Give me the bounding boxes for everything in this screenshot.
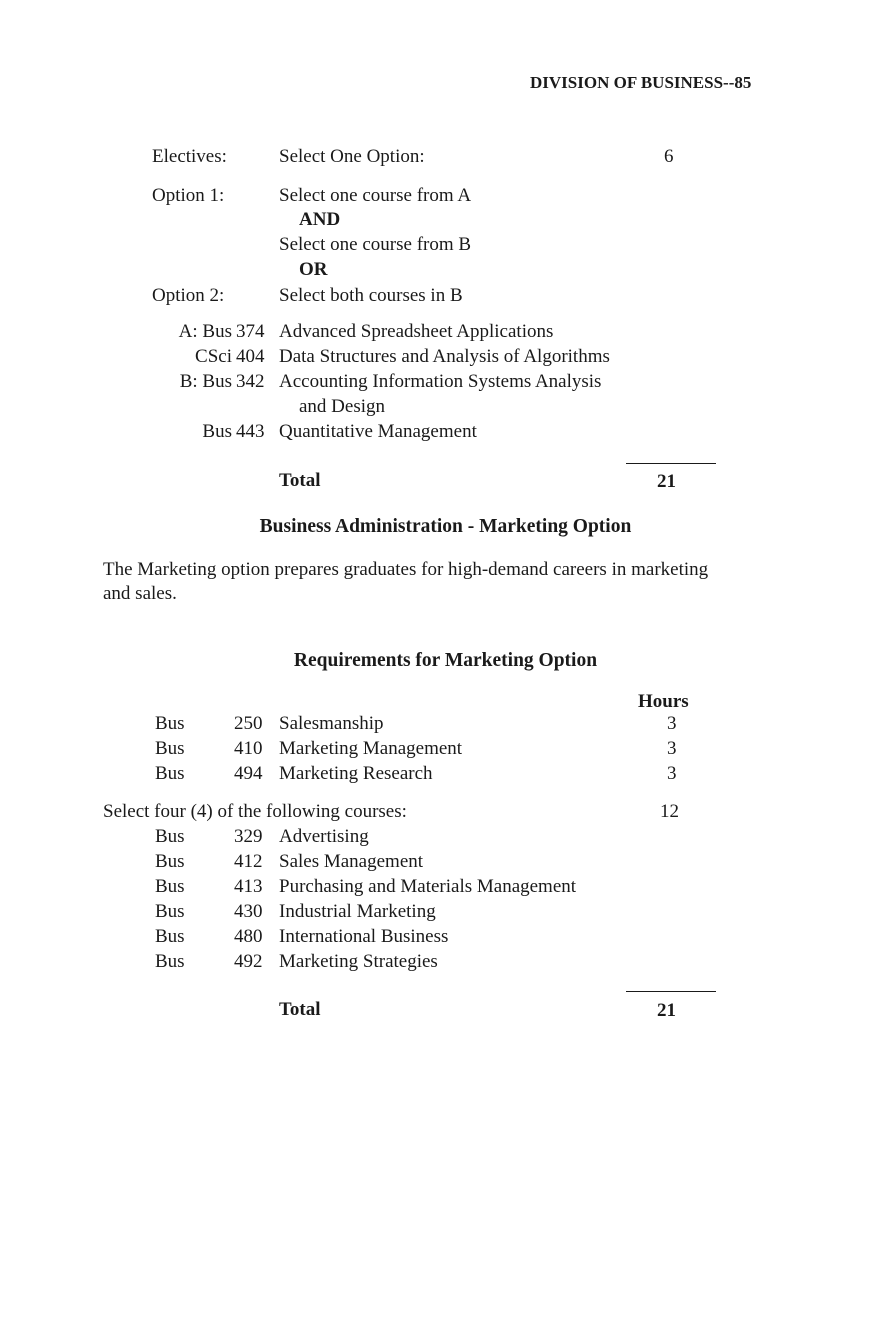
description-line1: The Marketing option prepares graduates for high-demand careers in marketing (103, 559, 709, 580)
option1-line1: Select one course from A (279, 185, 472, 206)
option1-or: OR (299, 259, 328, 280)
electives-label: Electives: (152, 146, 227, 167)
course-number: 412 (234, 851, 263, 872)
course-title: Purchasing and Materials Management (279, 876, 577, 897)
course-number: 492 (234, 951, 263, 972)
total-label: Total (279, 999, 321, 1020)
course-title: Marketing Strategies (279, 951, 438, 972)
course-title-continued: and Design (299, 396, 386, 417)
course-prefix: B: Bus (179, 371, 232, 392)
course-title: Data Structures and Analysis of Algorithms (279, 346, 610, 367)
course-prefix: Bus (155, 926, 185, 947)
course-prefix: Bus (155, 851, 185, 872)
course-prefix: A: Bus (178, 321, 232, 342)
course-prefix: Bus (155, 951, 185, 972)
running-head: DIVISION OF BUSINESS--85 (530, 73, 752, 92)
course-title: International Business (279, 926, 449, 947)
course-number: 374 (236, 321, 265, 342)
course-number: 480 (234, 926, 263, 947)
course-number: 329 (234, 826, 263, 847)
select-hours: 12 (660, 801, 679, 822)
description-line2: and sales. (103, 583, 177, 604)
course-title: Industrial Marketing (279, 901, 436, 922)
hours-header: Hours (638, 691, 689, 712)
total-rule (626, 463, 716, 464)
electives-hours: 6 (664, 146, 674, 167)
course-prefix: Bus (155, 876, 185, 897)
option1-and: AND (299, 209, 341, 230)
course-number: 410 (234, 738, 263, 759)
requirements-heading: Requirements for Marketing Option (293, 650, 598, 671)
course-number: 342 (236, 371, 265, 392)
course-prefix: Bus (155, 826, 185, 847)
course-prefix: Bus (202, 421, 232, 442)
course-title: Quantitative Management (279, 421, 477, 442)
course-number: 413 (234, 876, 263, 897)
course-number: 443 (236, 421, 265, 442)
option2-label: Option 2: (152, 285, 225, 306)
course-number: 404 (236, 346, 265, 367)
electives-instruction: Select One Option: (279, 146, 425, 167)
course-title: Accounting Information Systems Analysis (279, 371, 602, 392)
course-prefix: Bus (155, 713, 185, 734)
total-rule (626, 991, 716, 992)
course-number: 250 (234, 713, 263, 734)
total-value: 21 (657, 1000, 676, 1021)
course-title: Marketing Research (279, 763, 433, 784)
course-hours: 3 (667, 763, 677, 784)
course-title: Advanced Spreadsheet Applications (279, 321, 554, 342)
course-title: Advertising (279, 826, 369, 847)
option1-line2: Select one course from B (279, 234, 472, 255)
select-instruction: Select four (4) of the following courses: (103, 801, 407, 822)
total-label: Total (279, 470, 321, 491)
course-hours: 3 (667, 738, 677, 759)
course-prefix: Bus (155, 738, 185, 759)
course-title: Marketing Management (279, 738, 463, 759)
option1-label: Option 1: (152, 185, 225, 206)
course-prefix: CSci (195, 346, 232, 367)
total-value: 21 (657, 471, 676, 492)
course-number: 494 (234, 763, 263, 784)
course-title: Salesmanship (279, 713, 384, 734)
section-heading: Business Administration - Marketing Option (259, 516, 632, 537)
course-prefix: Bus (155, 901, 185, 922)
course-hours: 3 (667, 713, 677, 734)
course-prefix: Bus (155, 763, 185, 784)
course-title: Sales Management (279, 851, 424, 872)
option2-line1: Select both courses in B (279, 285, 463, 306)
course-number: 430 (234, 901, 263, 922)
